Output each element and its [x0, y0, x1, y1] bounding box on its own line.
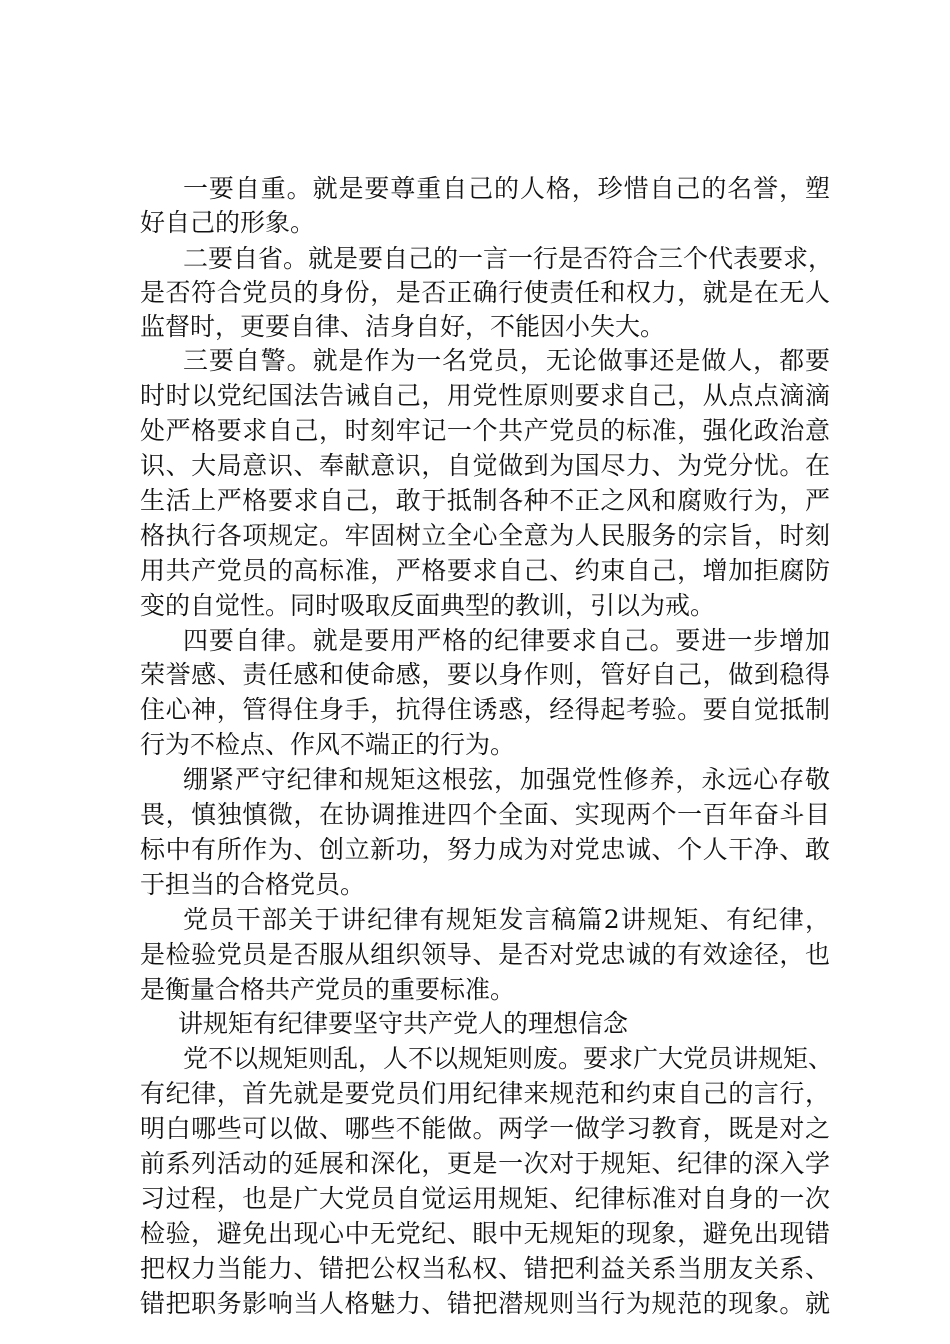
paragraph-line: 住心神，管得住身手，抗得住诱惑，经得起考验。要自觉抵制: [140, 695, 830, 724]
paragraph-line: 识、大局意识、奉献意识，自觉做到为国尽力、为党分忧。在: [140, 451, 830, 480]
paragraph-line: 用共产党员的高标准，严格要求自己、约束自己，增加拒腐防: [140, 556, 830, 585]
paragraph-line: 党不以规矩则乱，人不以规矩则废。要求广大党员讲规矩、: [183, 1044, 834, 1073]
paragraph-line: 荣誉感、责任感和使命感，要以身作则，管好自己，做到稳得: [140, 660, 830, 689]
paragraph-line: 畏，慎独慎微，在协调推进四个全面、实现两个一百年奋斗目: [140, 800, 830, 829]
paragraph-line: 是否符合党员的身份，是否正确行使责任和权力，就是在无人: [140, 278, 830, 307]
paragraph-line: 明白哪些可以做、哪些不能做。两学一做学习教育，既是对之: [140, 1114, 830, 1143]
paragraph-line: 一要自重。就是要尊重自己的人格，珍惜自己的名誉，塑: [183, 174, 830, 203]
paragraph-line: 绷紧严守纪律和规矩这根弦，加强党性修养，永远心存敬: [183, 765, 830, 794]
paragraph-line: 标中有所作为、创立新功，努力成为对党忠诚、个人干净、敢: [140, 835, 830, 864]
paragraph-line: 行为不检点、作风不端正的行为。: [140, 730, 516, 759]
paragraph-line: 有纪律，首先就是要党员们用纪律来规范和约束自己的言行，: [140, 1079, 830, 1108]
paragraph-line: 是检验党员是否服从组织领导、是否对党忠诚的有效途径，也: [140, 940, 830, 969]
paragraph-line: 于担当的合格党员。: [140, 870, 366, 899]
paragraph-line: 错把职务影响当人格魅力、错把潜规则当行为规范的现象。就: [140, 1289, 830, 1318]
paragraph-line: 四要自律。就是要用严格的纪律要求自己。要进一步增加: [183, 626, 830, 655]
paragraph-line: 时时以党纪国法告诫自己，用党性原则要求自己，从点点滴滴: [140, 381, 830, 410]
paragraph-line: 好自己的形象。: [140, 208, 316, 237]
section-heading: 讲规矩有纪律要坚守共产党人的理想信念: [178, 1009, 629, 1038]
paragraph-line: 习过程，也是广大党员自觉运用规矩、纪律标准对自身的一次: [140, 1184, 830, 1213]
paragraph-line: 生活上严格要求自己，敢于抵制各种不正之风和腐败行为，严: [140, 486, 830, 515]
paragraph-line: 检验，避免出现心中无党纪、眼中无规矩的现象，避免出现错: [140, 1219, 830, 1248]
paragraph-line: 监督时，更要自律、洁身自好，不能因小失大。: [140, 312, 666, 341]
paragraph-line: 二要自省。就是要自己的一言一行是否符合三个代表要求，: [183, 244, 834, 273]
paragraph-line: 处严格要求自己，时刻牢记一个共产党员的标准，强化政治意: [140, 416, 830, 445]
paragraph-line: 把权力当能力、错把公权当私权、错把利益关系当朋友关系、: [140, 1254, 830, 1283]
paragraph-line: 变的自觉性。同时吸取反面典型的教训，引以为戒。: [140, 591, 716, 620]
paragraph-line: 是衡量合格共产党员的重要标准。: [140, 975, 516, 1004]
paragraph-line: 前系列活动的延展和深化，更是一次对于规矩、纪律的深入学: [140, 1149, 830, 1178]
paragraph-line: 党员干部关于讲纪律有规矩发言稿篇2讲规矩、有纪律，: [183, 905, 830, 934]
paragraph-line: 三要自警。就是作为一名党员，无论做事还是做人，都要: [183, 346, 830, 375]
paragraph-line: 格执行各项规定。牢固树立全心全意为人民服务的宗旨，时刻: [140, 521, 830, 550]
